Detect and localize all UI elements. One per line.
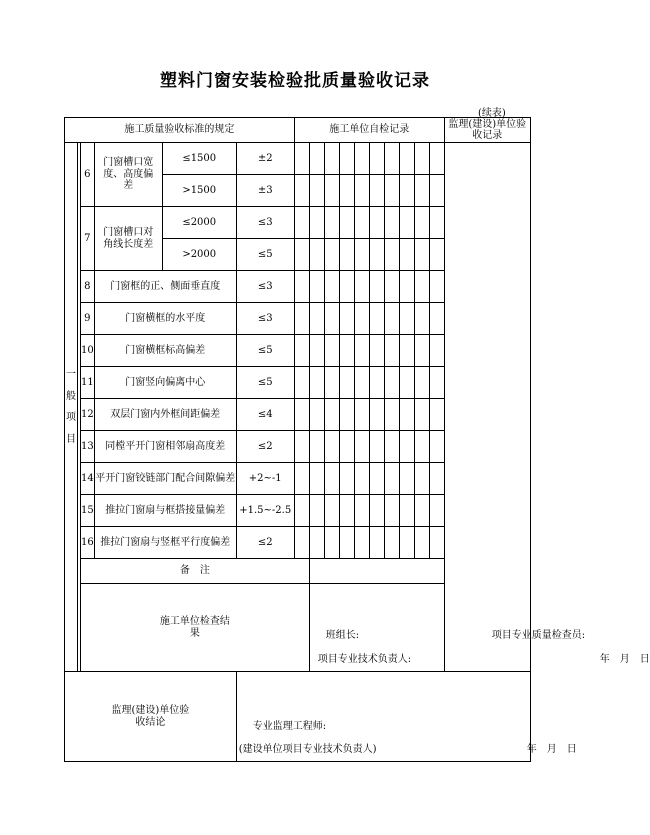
self-check-cell[interactable] xyxy=(384,271,399,303)
self-check-cell[interactable] xyxy=(294,431,309,463)
remarks-content xyxy=(309,559,530,584)
page-title: 塑料门窗安装检验批质量验收记录 xyxy=(160,71,430,91)
limit-cell: +2~-1 xyxy=(236,463,294,495)
table-row xyxy=(65,143,531,175)
self-check-cell[interactable] xyxy=(309,527,324,559)
self-check-cell[interactable] xyxy=(384,143,399,175)
self-check-cell[interactable] xyxy=(294,335,309,367)
self-check-cell[interactable] xyxy=(339,495,354,527)
construction-date: 年 月 日 xyxy=(599,654,650,665)
self-check-cell[interactable] xyxy=(354,463,369,495)
self-check-cell[interactable] xyxy=(414,399,429,431)
self-check-cell[interactable] xyxy=(429,271,444,303)
item-name: 门窗框的正、侧面垂直度 xyxy=(94,271,236,303)
inspection-table xyxy=(64,117,650,762)
row-number: 7 xyxy=(81,207,95,271)
condition-cell: >2000 xyxy=(162,239,236,271)
self-check-cell[interactable] xyxy=(369,495,384,527)
construction-label-text: 施工单位检查结果 xyxy=(159,616,230,639)
self-check-cell[interactable] xyxy=(339,271,354,303)
limit-cell: ≤3 xyxy=(236,271,294,303)
limit-cell: ≤3 xyxy=(236,303,294,335)
item-name: 双层门窗内外框间距偏差 xyxy=(94,399,236,431)
self-check-cell[interactable] xyxy=(324,431,339,463)
self-check-cell[interactable] xyxy=(324,239,339,271)
row-number: 11 xyxy=(81,367,95,399)
self-check-cell[interactable] xyxy=(369,367,384,399)
self-check-cell[interactable] xyxy=(429,207,444,239)
self-check-cell[interactable] xyxy=(399,175,414,207)
self-check-cell[interactable] xyxy=(294,367,309,399)
construction-content xyxy=(309,584,650,672)
self-check-cell[interactable] xyxy=(399,271,414,303)
self-check-cell[interactable] xyxy=(429,431,444,463)
self-check-cell[interactable] xyxy=(429,495,444,527)
self-check-cell[interactable] xyxy=(354,239,369,271)
row-number: 9 xyxy=(81,303,95,335)
item-name: 平开门窗铰链部门配合间隙偏差 xyxy=(94,463,236,495)
self-check-cell[interactable] xyxy=(399,495,414,527)
self-check-cell[interactable] xyxy=(339,303,354,335)
self-check-cell[interactable] xyxy=(384,303,399,335)
self-check-cell[interactable] xyxy=(324,399,339,431)
self-check-cell[interactable] xyxy=(429,143,444,175)
self-check-cell[interactable] xyxy=(429,463,444,495)
condition-cell: >1500 xyxy=(162,175,236,207)
self-check-cell[interactable] xyxy=(324,463,339,495)
continued-label: (续表) xyxy=(478,108,506,119)
self-check-cell[interactable] xyxy=(369,463,384,495)
self-check-cell[interactable] xyxy=(309,143,324,175)
self-check-cell[interactable] xyxy=(354,335,369,367)
self-check-cell[interactable] xyxy=(369,303,384,335)
self-check-cell[interactable] xyxy=(294,527,309,559)
self-check-cell[interactable] xyxy=(324,303,339,335)
limit-cell: ≤2 xyxy=(236,527,294,559)
construction-row xyxy=(65,584,531,672)
self-check-cell[interactable] xyxy=(354,527,369,559)
self-check-cell[interactable] xyxy=(339,175,354,207)
self-check-cell[interactable] xyxy=(294,239,309,271)
owner-tech-label: (建设单位项目专业技术负责人) xyxy=(238,744,377,755)
self-check-cell[interactable] xyxy=(354,271,369,303)
self-check-cell[interactable] xyxy=(369,335,384,367)
self-check-cell[interactable] xyxy=(369,143,384,175)
self-check-cell[interactable] xyxy=(294,207,309,239)
condition-cell: ≤1500 xyxy=(162,143,236,175)
limit-cell: +1.5~-2.5 xyxy=(236,495,294,527)
self-check-cell[interactable] xyxy=(339,143,354,175)
self-check-cell[interactable] xyxy=(384,463,399,495)
remarks-row xyxy=(65,559,531,584)
self-check-cell[interactable] xyxy=(309,463,324,495)
self-check-cell[interactable] xyxy=(324,527,339,559)
tech-lead-label: 项目专业技术负责人: xyxy=(317,654,412,665)
condition-cell: ≤2000 xyxy=(162,207,236,239)
supervision-label xyxy=(65,672,237,762)
self-check-cell[interactable] xyxy=(399,207,414,239)
self-check-cell[interactable] xyxy=(369,175,384,207)
limit-cell: ≤5 xyxy=(236,239,294,271)
item-name: 门窗横框的水平度 xyxy=(94,303,236,335)
self-check-cell[interactable] xyxy=(294,495,309,527)
row-number: 13 xyxy=(81,431,95,463)
self-check-cell[interactable] xyxy=(429,335,444,367)
self-check-cell[interactable] xyxy=(309,335,324,367)
self-check-cell[interactable] xyxy=(429,367,444,399)
supervision-engineer-label: 专业监理工程师: xyxy=(252,721,327,732)
self-check-cell[interactable] xyxy=(324,335,339,367)
self-check-cell[interactable] xyxy=(369,239,384,271)
limit-cell: ≤3 xyxy=(236,207,294,239)
limit-cell: ±2 xyxy=(236,143,294,175)
self-check-cell[interactable] xyxy=(414,463,429,495)
self-check-cell[interactable] xyxy=(399,335,414,367)
self-check-cell[interactable] xyxy=(339,239,354,271)
item-name: 门窗槽口对角线长度差 xyxy=(94,207,162,271)
row-number: 6 xyxy=(81,143,95,207)
item-name: 门窗竖向偏离中心 xyxy=(94,367,236,399)
self-check-cell[interactable] xyxy=(294,175,309,207)
row-number: 12 xyxy=(81,399,95,431)
self-check-cell[interactable] xyxy=(309,399,324,431)
supervision-row xyxy=(65,672,531,762)
header-self-check: 施工单位自检记录 xyxy=(294,118,444,143)
self-check-cell[interactable] xyxy=(414,335,429,367)
self-check-cell[interactable] xyxy=(399,303,414,335)
self-check-cell[interactable] xyxy=(324,367,339,399)
self-check-cell[interactable] xyxy=(369,399,384,431)
self-check-cell[interactable] xyxy=(369,207,384,239)
team-leader-label: 班组长: xyxy=(325,630,360,641)
self-check-cell[interactable] xyxy=(414,527,429,559)
self-check-cell[interactable] xyxy=(414,143,429,175)
self-check-cell[interactable] xyxy=(384,239,399,271)
self-check-cell[interactable] xyxy=(369,431,384,463)
self-check-cell[interactable] xyxy=(309,367,324,399)
self-check-cell[interactable] xyxy=(339,207,354,239)
item-name: 门窗槽口宽度、高度偏差 xyxy=(94,143,162,207)
self-check-cell[interactable] xyxy=(399,527,414,559)
self-check-cell[interactable] xyxy=(294,399,309,431)
self-check-cell[interactable] xyxy=(324,271,339,303)
self-check-cell[interactable] xyxy=(354,367,369,399)
self-check-cell[interactable] xyxy=(384,207,399,239)
remarks-label: 备 注 xyxy=(81,559,310,584)
category-char: 项 xyxy=(66,412,76,423)
self-check-cell[interactable] xyxy=(414,175,429,207)
self-check-cell[interactable] xyxy=(339,399,354,431)
limit-cell: ≤5 xyxy=(236,367,294,399)
self-check-cell[interactable] xyxy=(309,431,324,463)
self-check-cell[interactable] xyxy=(384,175,399,207)
item-name: 推拉门窗扇与竖框平行度偏差 xyxy=(94,527,236,559)
quality-inspector-label: 项目专业质量检查员: xyxy=(491,630,586,641)
self-check-cell[interactable] xyxy=(309,207,324,239)
self-check-cell[interactable] xyxy=(414,239,429,271)
self-check-cell[interactable] xyxy=(399,239,414,271)
self-check-cell[interactable] xyxy=(324,143,339,175)
self-check-cell[interactable] xyxy=(399,367,414,399)
self-check-cell[interactable] xyxy=(354,207,369,239)
limit-cell: ≤2 xyxy=(236,431,294,463)
self-check-cell[interactable] xyxy=(324,175,339,207)
self-check-cell[interactable] xyxy=(309,495,324,527)
self-check-cell[interactable] xyxy=(294,143,309,175)
self-check-cell[interactable] xyxy=(384,399,399,431)
row-number: 10 xyxy=(81,335,95,367)
self-check-cell[interactable] xyxy=(294,303,309,335)
self-check-cell[interactable] xyxy=(429,303,444,335)
self-check-cell[interactable] xyxy=(324,495,339,527)
limit-cell: ±3 xyxy=(236,175,294,207)
supervision-label-text: 监理(建设)单位验收结论 xyxy=(111,705,190,728)
self-check-cell[interactable] xyxy=(414,495,429,527)
self-check-cell[interactable] xyxy=(354,431,369,463)
self-check-cell[interactable] xyxy=(414,367,429,399)
self-check-cell[interactable] xyxy=(429,175,444,207)
self-check-cell[interactable] xyxy=(369,271,384,303)
self-check-cell[interactable] xyxy=(399,463,414,495)
self-check-cell[interactable] xyxy=(414,431,429,463)
self-check-cell[interactable] xyxy=(324,207,339,239)
category-char: 目 xyxy=(66,433,76,445)
self-check-cell[interactable] xyxy=(369,527,384,559)
self-check-cell[interactable] xyxy=(384,367,399,399)
self-check-cell[interactable] xyxy=(309,271,324,303)
self-check-cell[interactable] xyxy=(399,143,414,175)
category-char: 般 xyxy=(66,390,76,402)
self-check-cell[interactable] xyxy=(429,399,444,431)
limit-cell: ≤5 xyxy=(236,335,294,367)
supervision-content xyxy=(236,672,577,762)
self-check-cell[interactable] xyxy=(354,143,369,175)
self-check-cell[interactable] xyxy=(414,207,429,239)
self-check-cell[interactable] xyxy=(354,399,369,431)
self-check-cell[interactable] xyxy=(384,495,399,527)
item-name: 门窗横框标高偏差 xyxy=(94,335,236,367)
self-check-cell[interactable] xyxy=(309,303,324,335)
self-check-cell[interactable] xyxy=(414,271,429,303)
self-check-cell[interactable] xyxy=(429,527,444,559)
self-check-cell[interactable] xyxy=(339,431,354,463)
self-check-cell[interactable] xyxy=(399,399,414,431)
self-check-cell[interactable] xyxy=(354,303,369,335)
self-check-cell[interactable] xyxy=(384,431,399,463)
limit-cell: ≤4 xyxy=(236,399,294,431)
header-row xyxy=(65,118,531,143)
self-check-cell[interactable] xyxy=(339,463,354,495)
self-check-cell[interactable] xyxy=(339,527,354,559)
construction-label xyxy=(81,584,310,672)
row-number: 14 xyxy=(81,463,95,495)
header-supervision: 监理(建设)单位验收记录 xyxy=(444,118,530,143)
self-check-cell[interactable] xyxy=(309,175,324,207)
self-check-cell[interactable] xyxy=(429,239,444,271)
self-check-cell[interactable] xyxy=(384,527,399,559)
self-check-cell[interactable] xyxy=(354,495,369,527)
category-char: 一 xyxy=(66,369,76,380)
self-check-cell[interactable] xyxy=(384,335,399,367)
row-number: 15 xyxy=(81,495,95,527)
item-name: 推拉门窗扇与框搭接量偏差 xyxy=(94,495,236,527)
self-check-cell[interactable] xyxy=(294,463,309,495)
supervision-date: 年 月 日 xyxy=(526,744,577,755)
row-number: 16 xyxy=(81,527,95,559)
self-check-cell[interactable] xyxy=(309,239,324,271)
item-name: 同樘平开门窗相邻扇高度差 xyxy=(94,431,236,463)
header-standard: 施工质量验收标准的规定 xyxy=(65,118,295,143)
self-check-cell[interactable] xyxy=(339,335,354,367)
row-number: 8 xyxy=(81,271,95,303)
self-check-cell[interactable] xyxy=(399,431,414,463)
category-cell xyxy=(65,143,78,672)
self-check-cell[interactable] xyxy=(354,175,369,207)
self-check-cell[interactable] xyxy=(414,303,429,335)
self-check-cell[interactable] xyxy=(339,367,354,399)
self-check-cell[interactable] xyxy=(294,271,309,303)
